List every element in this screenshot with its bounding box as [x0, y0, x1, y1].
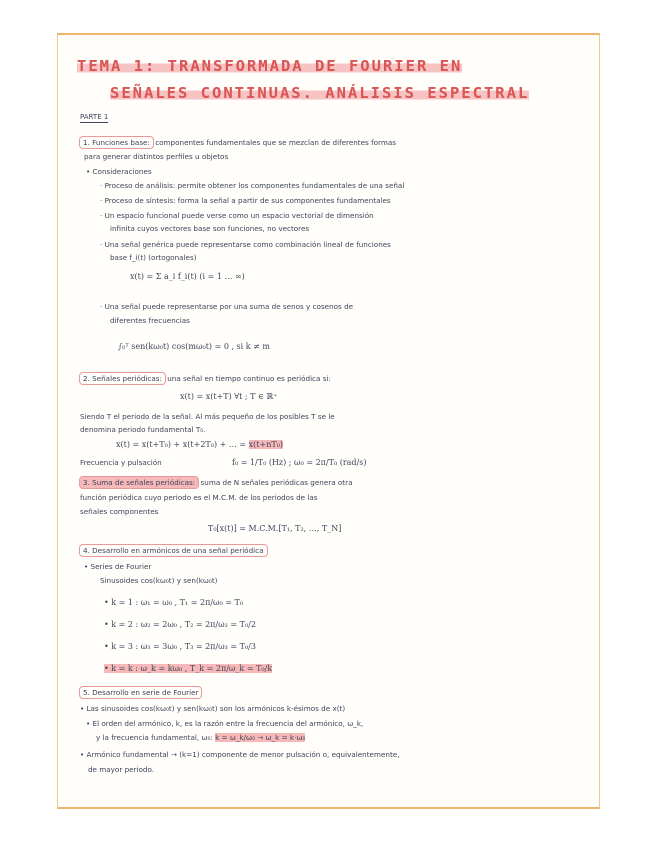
s1-text-2: para generar distintos perfiles u objetos — [84, 152, 229, 161]
s1-formula-orthogonal: ∫₀ᵀ sen(kω₀t) cos(mω₀t) = 0 , si k ≠ m — [118, 342, 270, 351]
s2-formula-frequency: f₀ = 1/T₀ (Hz) ; ω₀ = 2π/T₀ (rad/s) — [232, 458, 367, 467]
section-1-heading-line — [80, 138, 396, 148]
s2-text-2: Siendo T el periodo de la señal. Al más pequeño de los posibles T se le — [80, 412, 335, 421]
s2-text-4: Frecuencia y pulsación — [80, 458, 162, 467]
s1-item-2: · Proceso de síntesis: forma la señal a partir de sus componentes fundamentales — [100, 196, 391, 205]
s1-item-3: · Un espacio funcional puede verse como un espacio vectorial de dimensión — [100, 211, 374, 220]
section-5-heading: 5. Desarrollo en serie de Fourier — [80, 687, 201, 698]
s5-text-2: • El orden del armónico, k, es la razón entre la frecuencia del armónico, ω_k, — [86, 719, 364, 728]
section-3-heading-line — [80, 478, 352, 488]
s2-text-1: una señal en tiempo continuo es periódica si: — [167, 374, 331, 383]
s1-formula-sum: x(t) = Σ a_i f_i(t) (i = 1 … ∞) — [130, 272, 245, 281]
title-line-2: SEÑALES CONTINUAS. ANÁLISIS ESPECTRAL — [110, 84, 530, 102]
s2-formula-sum-highlight: x(t+nT₀) — [248, 440, 284, 449]
s5-text-5: de mayor periodo. — [88, 765, 155, 774]
s5-text-3-highlight: k = ω_k/ω₀ → ω_k = k·ω₀ — [215, 733, 306, 742]
s3-formula-mcm: T₀[x(t)] = M.C.M.[T₁, T₂, …, T_N] — [208, 524, 342, 533]
s2-formula-periodic: x(t) = x(t+T) ∀t ; T ∈ ℝ⁺ — [180, 392, 278, 401]
s1-item-5: · Una señal puede representarse por una suma de senos y cosenos de — [100, 302, 354, 311]
s4-text-2: Sinusoides cos(kω₀t) y sen(kω₀t) — [100, 576, 218, 585]
s1-text-1: componentes fundamentales que se mezclan de diferentes formas — [155, 138, 396, 147]
section-3-heading: 3. Suma de señales periódicas: — [80, 477, 198, 488]
s2-formula-sum — [116, 440, 283, 449]
s4-kk: • k = k : ω_k = kω₀ , T_k = 2π/ω_k = T₀/k — [104, 664, 273, 673]
s5-text-4: • Armónico fundamental → (k=1) componente de menor pulsación o, equivalentemente, — [80, 750, 400, 759]
s2-formula-sum-a: x(t) = x(t+T₀) + x(t+2T₀) + … = — [116, 440, 247, 449]
section-5-heading-line — [80, 688, 201, 698]
section-1-heading: 1. Funciones base: — [80, 137, 153, 148]
s2-text-3: denomina periodo fundamental T₀. — [80, 425, 206, 434]
s4-k2: • k = 2 : ω₂ = 2ω₀ , T₂ = 2π/ω₂ = T₀/2 — [104, 620, 256, 629]
s5-text-3a: y la frecuencia fundamental, ω₀: — [96, 733, 213, 742]
parte-label: PARTE 1 — [80, 113, 109, 121]
section-2-heading-line — [80, 374, 331, 384]
s4-k3: • k = 3 : ω₃ = 3ω₀ , T₃ = 2π/ω₃ = T₀/3 — [104, 642, 256, 651]
s1-item-1: · Proceso de análisis: permite obtener los componentes fundamentales de una señal — [100, 181, 405, 190]
s1-item-4b: base f_i(t) (ortogonales) — [110, 253, 197, 262]
s3-text-3: señales componentes — [80, 507, 159, 516]
section-2-heading: 2. Señales periódicas: — [80, 373, 165, 384]
s1-item-3b: infinita cuyos vectores base son funciones, no vectores — [110, 224, 310, 233]
s3-text-2: función periódica cuyo periodo es el M.C.M. de los periodos de las — [80, 493, 318, 502]
s1-consideraciones: • Consideraciones — [86, 167, 152, 176]
s5-text-3 — [96, 733, 305, 743]
s1-item-4: · Una señal genérica puede representarse como combinación lineal de funciones — [100, 240, 391, 249]
section-4-heading: 4. Desarrollo en armónicos de una señal periódica — [80, 545, 267, 556]
s4-text-1: • Series de Fourier — [84, 562, 152, 571]
s5-text-1: • Las sinusoides cos(kω₀t) y sen(kω₀t) son los armónicos k-ésimos de x(t) — [80, 704, 346, 713]
s1-item-5b: diferentes frecuencias — [110, 316, 190, 325]
s4-k1: • k = 1 : ω₁ = ω₀ , T₁ = 2π/ω₀ = T₀ — [104, 598, 244, 607]
section-4-heading-line — [80, 546, 267, 556]
s3-text-1: suma de N señales periódicas genera otra — [200, 478, 353, 487]
title-line-1: TEMA 1: TRANSFORMADA DE FOURIER EN — [77, 57, 463, 75]
